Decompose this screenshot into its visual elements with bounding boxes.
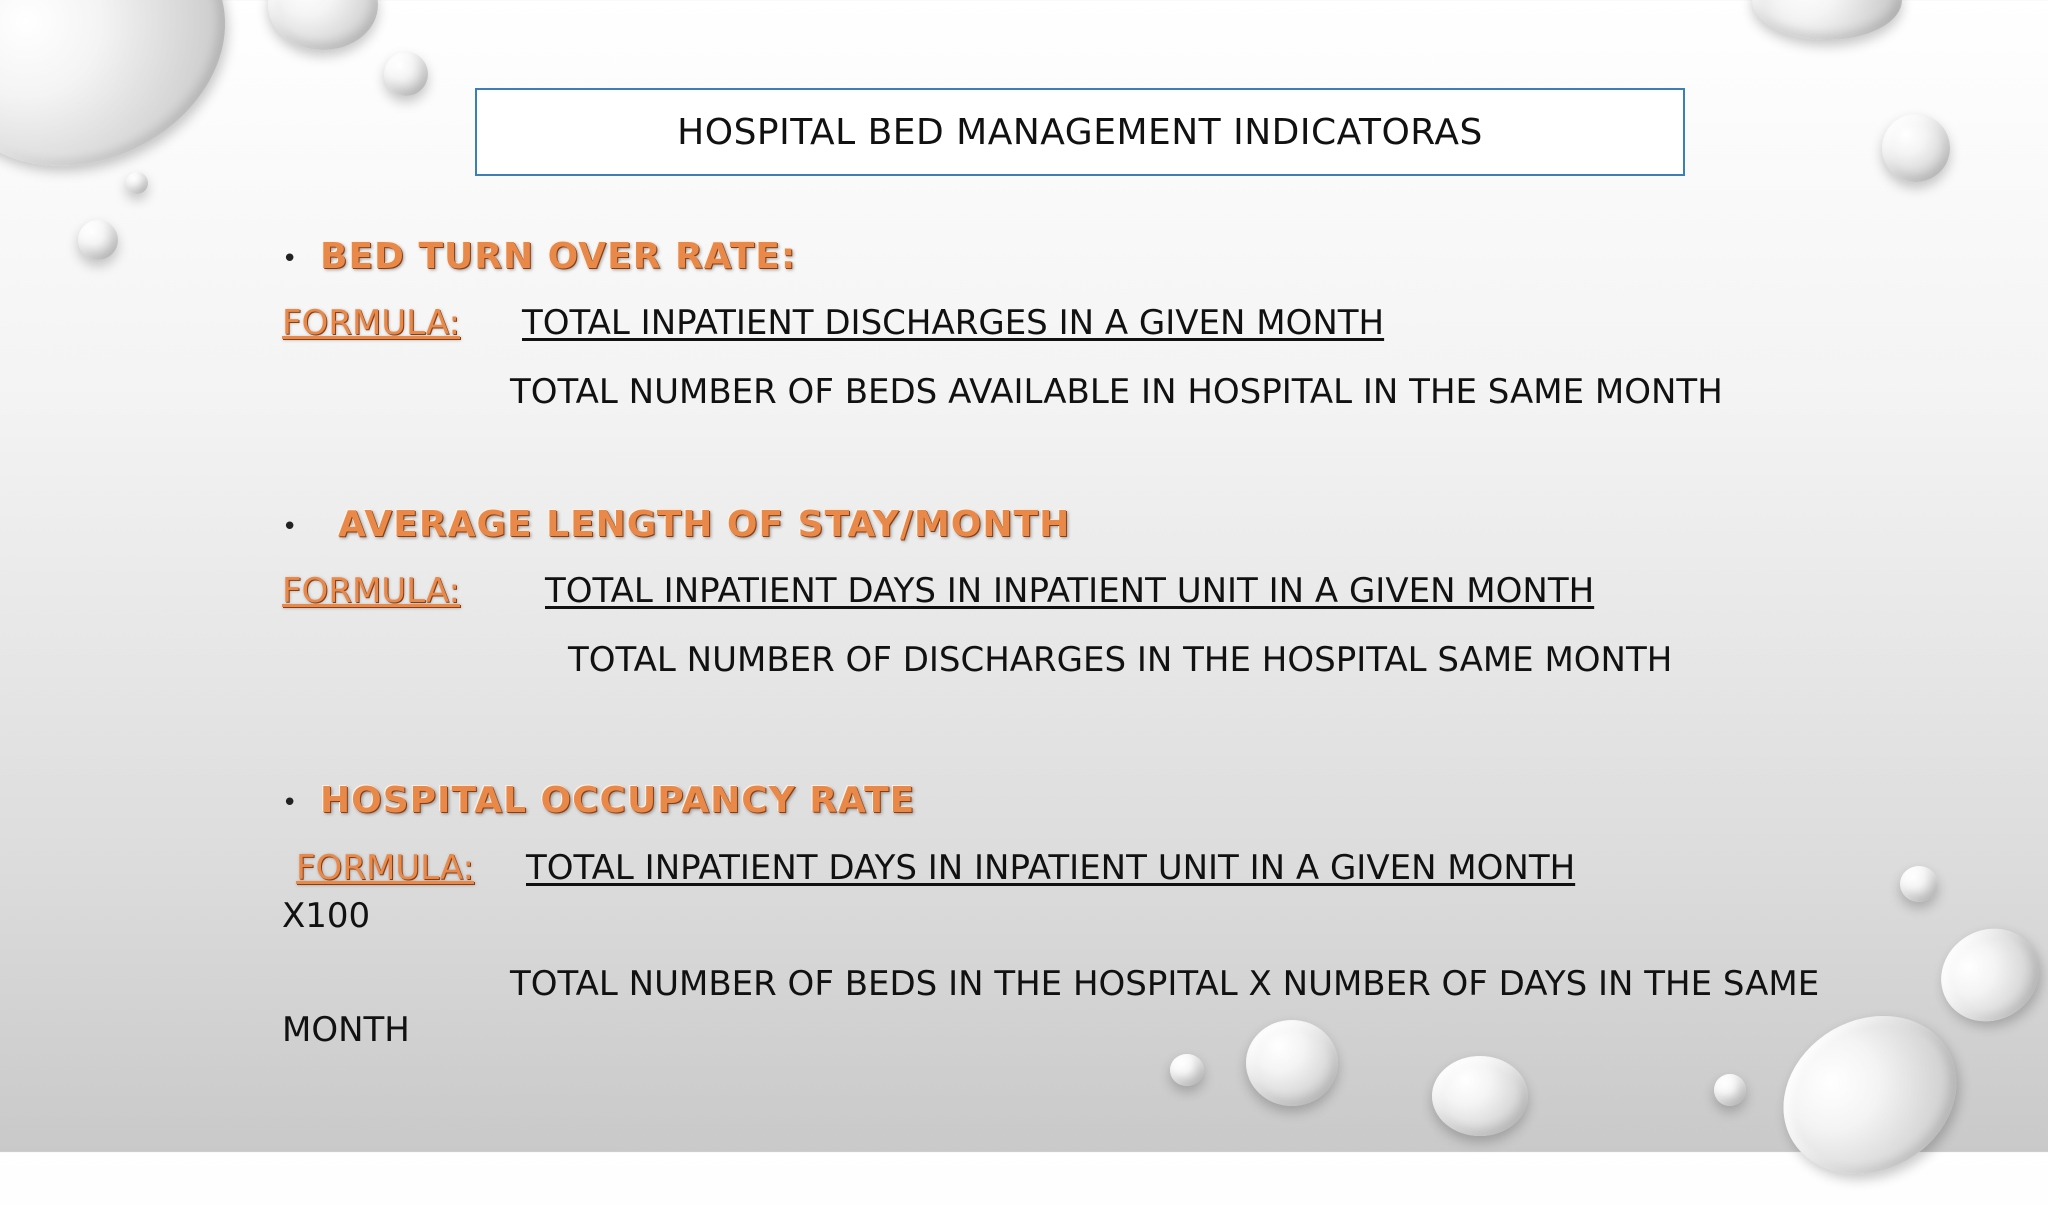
- water-drop-decoration: [1882, 114, 1950, 182]
- slide-title: HOSPITAL BED MANAGEMENT INDICATORAS: [677, 111, 1483, 153]
- formula-label: FORMULA:: [282, 571, 461, 611]
- water-drop-decoration: [1900, 866, 1938, 902]
- bullet-dot: •: [282, 244, 298, 274]
- formula-numerator: TOTAL INPATIENT DAYS IN INPATIENT UNIT IN A GIVEN MONTH: [545, 571, 1595, 611]
- section-heading-hospital-occupancy-rate: HOSPITAL OCCUPANCY RATE: [320, 780, 916, 821]
- water-drop-decoration: [1170, 1054, 1204, 1086]
- formula-label: FORMULA:: [282, 303, 461, 343]
- section-heading-average-length-of-stay: AVERAGE LENGTH OF STAY/MONTH: [338, 504, 1071, 545]
- water-drop-decoration: [126, 172, 148, 194]
- formula-denominator: TOTAL NUMBER OF DISCHARGES IN THE HOSPITAL SAME MONTH: [568, 640, 1673, 680]
- bullet-dot: •: [282, 788, 298, 818]
- formula-denominator-wrap: MONTH: [282, 1010, 410, 1050]
- section-heading-bed-turnover: BED TURN OVER RATE:: [320, 236, 797, 277]
- formula-label: FORMULA:: [296, 848, 475, 888]
- water-drop-decoration: [1714, 1074, 1746, 1106]
- formula-denominator: TOTAL NUMBER OF BEDS IN THE HOSPITAL X NUMBER OF DAYS IN THE SAME: [510, 964, 1820, 1004]
- water-drop-decoration: [384, 52, 428, 96]
- formula-numerator: TOTAL INPATIENT DAYS IN INPATIENT UNIT IN A GIVEN MONTH: [526, 848, 1576, 888]
- water-drop-decoration: [1924, 911, 2048, 1039]
- water-drop-decoration: [268, 0, 378, 50]
- bullet-dot: •: [282, 512, 298, 542]
- formula-multiplier: X100: [282, 896, 371, 936]
- formula-denominator: TOTAL NUMBER OF BEDS AVAILABLE IN HOSPITAL IN THE SAME MONTH: [510, 372, 1723, 412]
- slide-title-box: [475, 88, 1685, 176]
- water-drop-decoration: [1432, 1056, 1528, 1136]
- water-drop-decoration: [78, 220, 118, 260]
- water-drop-decoration: [1752, 0, 1902, 40]
- water-drop-decoration: [1246, 1020, 1338, 1106]
- formula-numerator: TOTAL INPATIENT DISCHARGES IN A GIVEN MONTH: [522, 303, 1385, 343]
- water-drop-decoration: [1755, 985, 1986, 1205]
